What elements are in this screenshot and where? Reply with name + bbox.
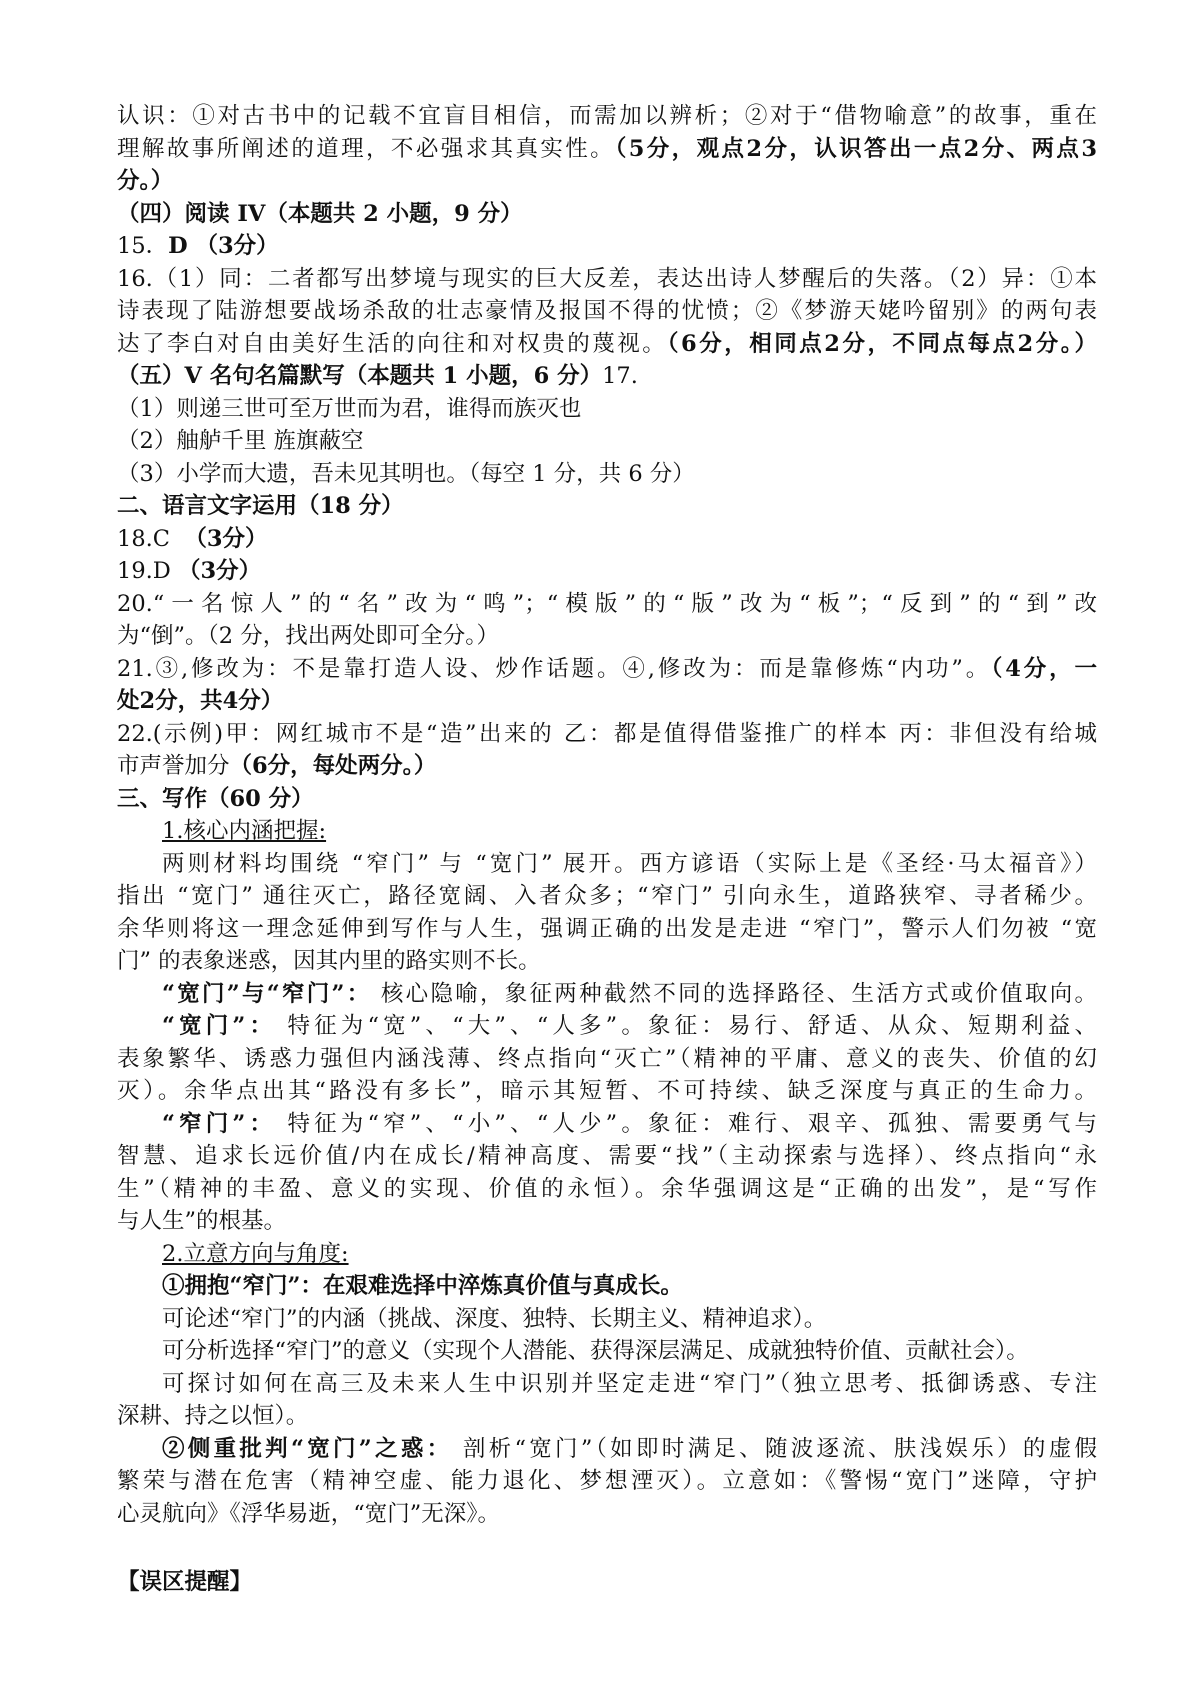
question-number: 18.C xyxy=(117,525,185,552)
spacer xyxy=(117,1530,1097,1566)
subheading xyxy=(117,815,1097,848)
text-line: 指出 “宽门” 通往灭亡，路径宽阔、入者众多；“窄门” 引向永生，道路狭窄、寻者稀少。 xyxy=(117,883,1097,909)
term: “宽门”： xyxy=(162,1013,277,1039)
text-span: 达了李白对自由美好生活的向往和对权贵的蔑视。 xyxy=(117,330,668,357)
text-line: 心灵航向》《浮华易逝，“宽门”无深》。 xyxy=(117,1500,501,1527)
text-line: 22.(示例)甲：网红城市不是“造”出来的 乙：都是值得借鉴推广的样本 丙：非但没有给城 xyxy=(117,720,1097,747)
text-line: 门” 的表象迷惑，因其内里的路实则不长。 xyxy=(117,948,541,974)
text-line: ①拥抱“窄门”：在艰难选择中淬炼真价值与真成长。 xyxy=(162,1273,683,1299)
text-line: 处2分，共4分） xyxy=(117,688,284,714)
text-line: 16.（1）同：二者都写出梦境与现实的巨大反差，表达出诗人梦醒后的失落。（2）异：①本 xyxy=(117,265,1097,292)
text-line xyxy=(117,133,1097,166)
section-heading: 二、语言文字运用（18 分） xyxy=(117,493,404,519)
question-number: 17. xyxy=(602,363,638,389)
term: “窄门”： xyxy=(162,1110,277,1137)
text-span: 理解故事所阐述的道理，不必强求其真实性。 xyxy=(117,135,616,162)
text-line xyxy=(117,230,1097,263)
question-number: 19.D xyxy=(117,558,178,584)
text-line: （2）舳舻千里 旌旗蔽空 xyxy=(117,428,364,454)
text-line xyxy=(117,750,1097,783)
text-line: 可论述“窄门”的内涵（挑战、深度、独特、长期主义、精神追求）。 xyxy=(162,1305,827,1332)
text-span: 21.③,修改为：不是靠打造人设、炒作话题。④,修改为：而是靠修炼“内功”。 xyxy=(117,655,992,682)
text-span: 核心隐喻，象征两种截然不同的选择路径、生活方式或价值取向。 xyxy=(371,980,1097,1007)
term: ②侧重批判“宽门”之惑： xyxy=(162,1435,453,1462)
text-line: 认识：①对古书中的记载不宜盲目相信，而需加以辨析；②对于“借物喻意”的故事，重在 xyxy=(117,103,1097,129)
score-note: （5分，观点2分，认识答出一点2分、两点3 xyxy=(615,135,1097,162)
text-line: 与人生”的根基。 xyxy=(117,1208,287,1234)
text-span: 特征为“窄”、“小”、“人少”。象征：难行、艰辛、孤独、需要勇气与 xyxy=(276,1110,1097,1137)
text-line: 灭）。余华点出其“路没有多长”，暗示其短暂、不可持续、缺乏深度与真正的生命力。 xyxy=(117,1078,1097,1104)
score-note: （6分，相同点2分，不同点每点2分。） xyxy=(667,330,1097,357)
subheading-text: 2.立意方向与角度: xyxy=(162,1240,349,1267)
document-page xyxy=(117,100,1097,1599)
text-line: 表象繁华、诱惑力强但内涵浅薄、终点指向“灭亡”（精神的平庸、意义的丧失、价值的幻 xyxy=(117,1045,1097,1072)
score-note: （6分，每处两分。） xyxy=(229,753,437,779)
text-line: 智慧、追求长远价值/内在成长/精神高度、需要“找”（主动探索与选择）、终点指向“永 xyxy=(117,1143,1097,1169)
text-line xyxy=(117,328,1097,361)
text-span: 市声誉加分 xyxy=(117,753,230,779)
term: “宽门”与“窄门”： xyxy=(162,980,372,1007)
text-line xyxy=(117,1010,1097,1043)
subheading-text: 1.核心内涵把握: xyxy=(162,818,327,844)
text-span: 特征为“宽”、“大”、“人多”。象征：易行、舒适、从众、短期利益、 xyxy=(276,1013,1097,1039)
score-note: （3分） xyxy=(184,525,268,552)
text-line: 可探讨如何在高三及未来人生中识别并坚定走进“窄门”（独立思考、抵御诱惑、专注 xyxy=(162,1370,1097,1397)
text-line: 分。） xyxy=(117,168,174,194)
text-line xyxy=(117,978,1097,1011)
text-span: 剖析“宽门”（如即时满足、随波逐流、肤浅娱乐）的虚假 xyxy=(452,1435,1097,1462)
answer: D （3分） xyxy=(168,233,279,259)
section-heading xyxy=(117,360,1097,393)
subheading xyxy=(117,1238,1097,1271)
text-line: 余华则将这一理念延伸到写作与人生，强调正确的出发是走进 “窄门”，警示人们勿被 “宽 xyxy=(117,915,1097,942)
text-line xyxy=(117,1108,1097,1141)
section-heading: 【误区提醒】 xyxy=(117,1569,253,1595)
text-line: 可分析选择“窄门”的意义（实现个人潜能、获得深层满足、成就独特价值、贡献社会）。 xyxy=(162,1338,1029,1364)
score-note: （4分，一 xyxy=(991,655,1097,682)
text-line: （3）小学而大遗，吾未见其明也。（每空 1 分，共 6 分） xyxy=(117,460,695,487)
text-line: 生”（精神的丰盈、意义的实现、价值的永恒）。余华强调这是“正确的出发”，是“写作 xyxy=(117,1175,1097,1202)
heading-text: （五）V 名句名篇默写（本题共 1 小题，6 分） xyxy=(117,363,603,389)
text-line: 两则材料均围绕 “窄门” 与 “宽门” 展开。西方谚语（实际上是《圣经·马太福音》） xyxy=(162,850,1097,877)
text-line xyxy=(117,653,1097,686)
score-note: （3分） xyxy=(177,558,262,584)
text-line: 诗表现了陆游想要战场杀敌的壮志豪情及报国不得的忧愤；②《梦游天姥吟留别》的两句表 xyxy=(117,298,1097,324)
text-line xyxy=(117,1433,1097,1466)
text-line: 深耕、持之以恒）。 xyxy=(117,1403,309,1429)
text-line xyxy=(117,555,1097,588)
text-line: 20.“一名惊人”的“名”改为“鸣”；“模版”的“版”改为“板”；“反到”的“到”改 xyxy=(117,590,1097,617)
text-line xyxy=(117,523,1097,556)
text-line: 繁荣与潜在危害（精神空虚、能力退化、梦想湮灭）。立意如：《警惕“宽门”迷障，守护 xyxy=(117,1468,1097,1494)
text-line: （1）则递三世可至万世而为君，谁得而族灭也 xyxy=(117,395,582,422)
section-heading: （四）阅读 IV（本题共 2 小题，9 分） xyxy=(117,200,523,227)
text-line: 为“倒”。（2 分，找出两处即可全分。） xyxy=(117,623,499,649)
question-number: 15． xyxy=(117,233,169,259)
section-heading: 三、写作（60 分） xyxy=(117,785,314,812)
